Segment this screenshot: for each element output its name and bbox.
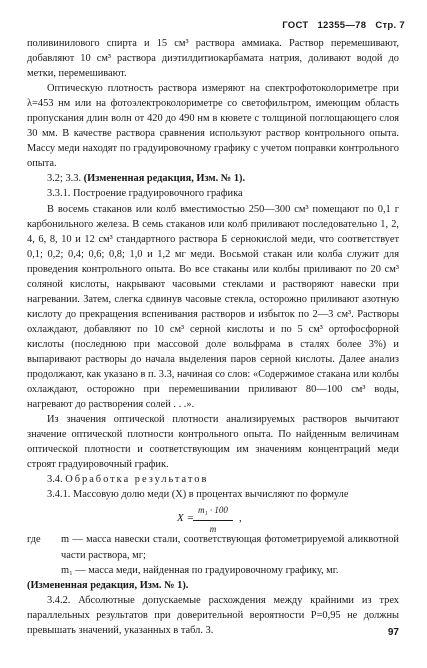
section-heading — [27, 472, 399, 487]
variable-definition: m₁ — масса меди, найденная по градуировочному графику, мг. — [61, 564, 339, 576]
amendment-note — [27, 171, 399, 186]
section-number: 3.2; 3.3. — [47, 173, 82, 185]
formula-numerator: m₁ · 100 — [193, 503, 233, 520]
variable-definition: m — масса навески стали, соответствующая фотометрируемой аликвотной части раствора, мг; — [61, 534, 399, 561]
subsection-heading: 3.3.1. Построение градуировочного графика — [47, 188, 243, 200]
formula-trail: , — [239, 512, 242, 525]
paragraph: 3.4.1. Массовую долю меди (X) в процентах вычисляют по формуле — [47, 489, 349, 501]
formula — [27, 502, 399, 532]
formula-lhs: X = — [177, 512, 194, 525]
paragraph: Из значения оптической плотности анализируемых растворов вычитают значение оптической плотности контрольного опыта. По найденным величинам оптической плотности и соответствующим им значениям концентраций меди строят градуировочный график. — [27, 414, 399, 471]
header-number: 12355—78 — [317, 20, 367, 31]
section-title: Обработка результатов — [65, 474, 209, 486]
paragraph: поливинилового спирта и 15 см³ раствора аммиака. Раствор перемешивают, добавляют 10 см³ раствора диэтилдитиокарбамата натрия, доливают водой до метки, перемешивают. — [27, 38, 399, 80]
header-page: Стр. 7 — [375, 20, 405, 31]
header-standard: ГОСТ — [282, 20, 309, 31]
paragraph: В восемь стаканов или колб вместимостью 250—300 см³ помещают по 0,1 г карбонильного железа. В семь стаканов или колб приливают последовательно 1, 2, 4, 6, 8, 10 и 12 см³ стандартного раствора Б сернокислой меди, что соответствует 0,1; 0,2; 0,4; 0,6; 0,8; 1,0 и 1,2 мг меди. Восьмой стакан или колба служит для проведения контрольного опыта. Во все стаканы или колбы приливают по 20 см³ соляной кислоты, накрывают часовыми стеклами и растворяют навески при нагревании. Затем, слегка сдвинув часовые стекла, осторожно приливают азотную кислоту до прекращения вспенивания растворов и избыток по 2—3 см³. Растворы охлаждают, добавляют по 10 см³ серной кислоты и по 5 см³ ортофосфорной кислоты (последнюю при массовой доле вольфрама в сталях более 3%) и выпаривают растворы до начала выделения паров серной кислоты. Далее анализ продолжают, как указано в п. 3.3, начиная со слов: «Содержимое стакана или колбы охлаждают, осторожно при перемешивании приливают 80—100 см³ воды, нагревают до растворения солей . . .». — [27, 203, 399, 411]
paragraph: Оптическую плотность раствора измеряют на спектрофотоколориметре при λ=453 нм или на фотоэлектроколориметре со светофильтром, имеющим область пропускания длин волн от 420 до 490 нм в кювете с толщиной поглощающего слоя 30 мм. В качестве раствора сравнения используют раствор контрольного опыта. Массу меди находят по градуировочному графику с учетом поправки контрольного опыта. — [27, 83, 399, 170]
where-label: где — [27, 534, 41, 546]
formula-denominator: m — [209, 523, 217, 534]
section-number: 3.4. — [47, 474, 63, 486]
paragraph: 3.4.2. Абсолютные допускаемые расхождения между крайними из трех параллельных результатов при доверительной вероятности P=0,95 не должны превышать значений, указанных в табл. 3. — [27, 594, 399, 636]
page-number: 97 — [387, 627, 399, 638]
amendment-text: (Измененная редакция, Изм. № 1). — [83, 173, 246, 185]
formula-fraction — [193, 503, 233, 536]
where-block — [27, 532, 399, 562]
page-header — [276, 20, 405, 31]
amendment-text: (Измененная редакция, Изм. № 1). — [27, 579, 189, 591]
document-body — [27, 36, 399, 638]
